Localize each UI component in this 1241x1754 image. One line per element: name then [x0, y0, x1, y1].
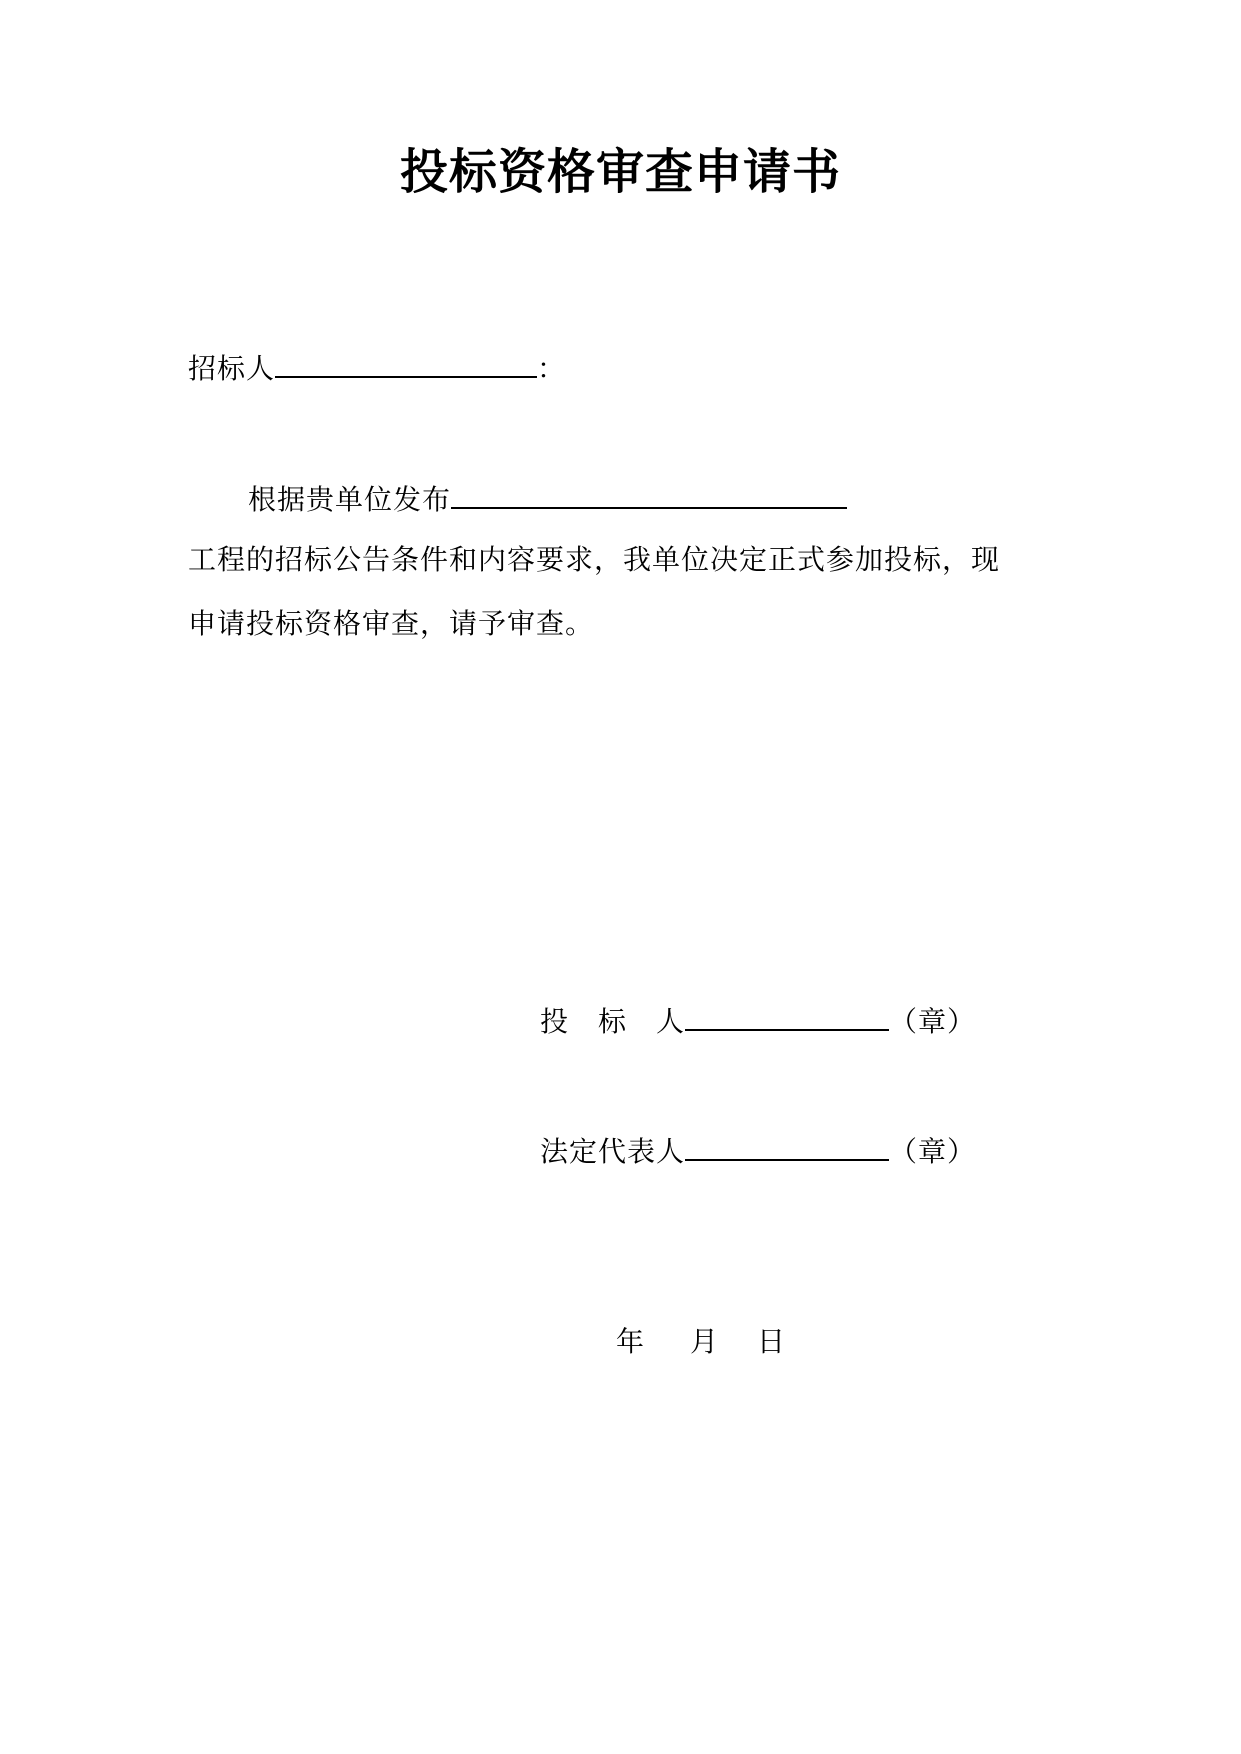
legal-rep-seal: （章）	[889, 1135, 977, 1168]
bidder-seal: （章）	[889, 1005, 977, 1038]
addressee-colon: ：	[537, 352, 567, 385]
paragraph-line-3: 申请投标资格审查，请予审查。	[188, 607, 595, 640]
date-day: 日	[757, 1325, 787, 1358]
paragraph-lead: 根据贵单位发布	[248, 483, 452, 516]
date-month: 月	[690, 1325, 720, 1358]
page-title: 投标资格审查申请书	[399, 144, 841, 200]
project-name-blank[interactable]	[451, 481, 847, 509]
addressee-blank[interactable]	[275, 350, 537, 378]
bidder-label: 投 标 人	[540, 1005, 686, 1038]
date-year: 年	[616, 1325, 646, 1358]
paragraph-line-1	[248, 481, 847, 514]
legal-rep-label: 法定代表人	[540, 1135, 686, 1168]
bidder-blank[interactable]	[685, 1003, 889, 1031]
paragraph-line-2: 工程的招标公告条件和内容要求，我单位决定正式参加投标，现	[188, 543, 1001, 576]
legal-rep-signature-line	[540, 1133, 976, 1166]
addressee-label: 招标人	[188, 352, 276, 385]
bidder-signature-line	[540, 1003, 976, 1036]
legal-rep-blank[interactable]	[685, 1133, 889, 1161]
addressee-line	[188, 350, 566, 383]
